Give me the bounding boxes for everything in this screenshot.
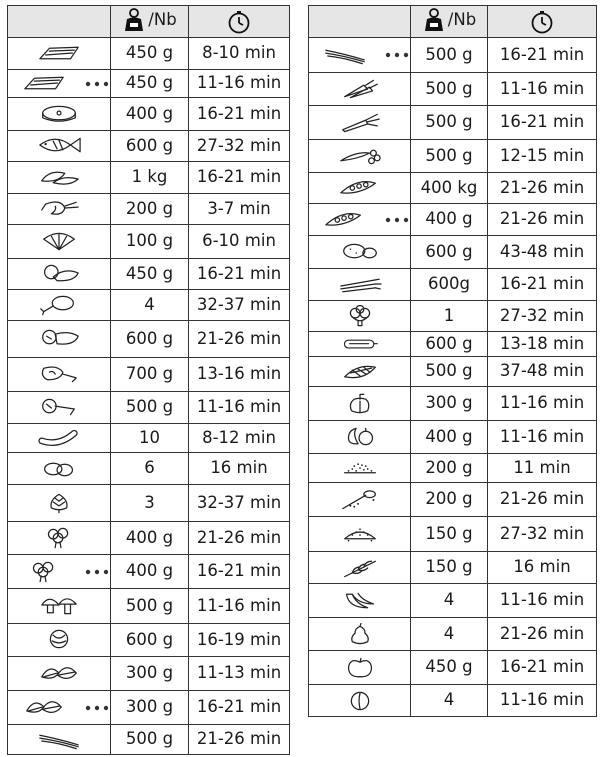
food-icon-cell: [8, 358, 111, 392]
frozen-icon: [84, 563, 110, 580]
table-row: [8, 321, 290, 358]
quantity-cell: 10: [111, 424, 189, 453]
table-row: [8, 290, 290, 321]
food-icon-cell: [309, 517, 411, 552]
rice-icon: [337, 457, 383, 479]
cooking-time-cell: 21-26 min: [189, 321, 290, 358]
food-icon-cell: [8, 225, 111, 259]
quantity-cell: 500 g: [411, 140, 488, 173]
food-icon-cell: [309, 357, 411, 387]
food-icon-cell: [309, 421, 411, 454]
artichoke-icon: [36, 492, 82, 514]
food-icon-cell: [8, 624, 111, 657]
table-row: [309, 584, 597, 618]
table-header-row: [8, 6, 290, 38]
quantity-cell: 100 g: [111, 225, 189, 259]
cooking-time-cell: 16 min: [189, 453, 290, 485]
header-time-cell: [488, 6, 597, 38]
spinach-icon: [36, 663, 82, 685]
table-row: [8, 194, 290, 225]
food-icon-cell: [309, 387, 411, 421]
quantity-cell: 200 g: [411, 454, 488, 483]
food-icon-cell: [8, 485, 111, 522]
quantity-cell: 400 kg: [411, 173, 488, 204]
cooking-time-cell: 32-37 min: [189, 485, 290, 522]
cooking-time-cell: 43-48 min: [488, 236, 597, 269]
table-row: [309, 173, 597, 204]
peas-pod-icon: [337, 177, 383, 199]
table-row: [8, 131, 290, 162]
table-row: [8, 259, 290, 290]
food-icon-cell: [8, 555, 111, 589]
cooking-time-cell: 27-32 min: [488, 301, 597, 332]
green-beans-icon: [322, 44, 368, 66]
table-row: [309, 651, 597, 685]
cooking-time-cell: 16-21 min: [488, 651, 597, 685]
table-row: [309, 332, 597, 357]
food-icon-cell: [8, 194, 111, 225]
cooking-time-cell: 13-16 min: [189, 358, 290, 392]
food-icon-cell: [8, 453, 111, 485]
quantity-cell: 500 g: [111, 392, 189, 424]
quantity-cell: 4: [411, 618, 488, 651]
cooking-time-cell: 11 min: [488, 454, 597, 483]
quantity-cell: 300 g: [411, 387, 488, 421]
cooking-time-cell: 21-26 min: [488, 204, 597, 236]
cooking-table-right: [308, 5, 597, 717]
table-row: [8, 522, 290, 555]
frozen-icon: [384, 211, 410, 228]
cooking-time-cell: 11-16 min: [488, 421, 597, 454]
header-quantity-cell: [411, 6, 488, 38]
quantity-cell: 400 g: [111, 98, 189, 131]
table-row: [309, 140, 597, 173]
cooking-time-cell: 16 min: [488, 552, 597, 584]
quantity-cell: 500 g: [411, 106, 488, 140]
cooking-time-cell: 6-10 min: [189, 225, 290, 259]
food-icon-cell: [309, 236, 411, 269]
quantity-cell: 3: [111, 485, 189, 522]
table-row: [8, 624, 290, 657]
cooking-time-cell: 12-15 min: [488, 140, 597, 173]
food-icon-cell: [309, 584, 411, 618]
leek-icon: [337, 112, 383, 134]
scallop-icon: [36, 231, 82, 253]
shrimp-icon: [36, 198, 82, 220]
frozen-icon: [84, 699, 110, 716]
table-row: [309, 454, 597, 483]
quantity-cell: 300 g: [111, 657, 189, 691]
corn-icon: [337, 361, 383, 383]
quantity-cell: 500 g: [411, 38, 488, 73]
meat-fillet-icon: [36, 328, 82, 350]
food-icon-cell: [309, 301, 411, 332]
header-time-cell: [189, 6, 290, 38]
quantity-cell: 600g: [411, 269, 488, 301]
table-row: [8, 162, 290, 194]
food-icon-cell: [8, 691, 111, 725]
quantity-cell: 300 g: [111, 691, 189, 725]
asparagus-icon: [337, 274, 383, 296]
meat-slice-icon: [36, 397, 82, 419]
apple-icon: [337, 657, 383, 679]
clock-icon: [227, 10, 251, 34]
cooking-time-cell: 37-48 min: [488, 357, 597, 387]
quantity-cell: 200 g: [111, 194, 189, 225]
table-row: [309, 73, 597, 106]
table-row: [309, 517, 597, 552]
beans-pods-icon: [337, 145, 383, 167]
broccoli-icon: [36, 527, 82, 549]
table-row: [8, 392, 290, 424]
quantity-cell: 500 g: [111, 589, 189, 624]
table-row: [309, 483, 597, 517]
food-icon-cell: [309, 332, 411, 357]
food-icon-cell: [8, 259, 111, 290]
onion-icon: [337, 426, 383, 448]
table-row: [309, 269, 597, 301]
header-quantity-cell: [111, 6, 189, 38]
cabbage-icon: [36, 629, 82, 651]
food-icon-cell: [309, 38, 411, 73]
table-row: [8, 555, 290, 589]
grains-spoon-icon: [337, 489, 383, 511]
cooking-time-cell: 16-21 min: [189, 259, 290, 290]
table-row: [309, 38, 597, 73]
cooking-time-cell: 27-32 min: [488, 517, 597, 552]
cooking-time-cell: 21-26 min: [488, 618, 597, 651]
table-row: [309, 357, 597, 387]
cooking-time-cell: 11-16 min: [189, 392, 290, 424]
table-header-row: [309, 6, 597, 38]
cooking-time-cell: 16-21 min: [488, 269, 597, 301]
table-row: [309, 236, 597, 269]
quantity-header-label: /Nb: [148, 9, 177, 29]
quantity-cell: 400 g: [111, 555, 189, 589]
quantity-cell: 150 g: [411, 552, 488, 584]
cooking-time-cell: 11-16 min: [189, 589, 290, 624]
quantity-cell: 500 g: [411, 73, 488, 106]
table-row: [309, 301, 597, 332]
quantity-cell: 400 g: [411, 204, 488, 236]
table-row: [8, 691, 290, 725]
food-icon-cell: [309, 140, 411, 173]
cooking-time-cell: 11-16 min: [488, 387, 597, 421]
quantity-cell: 600 g: [111, 624, 189, 657]
table-row: [8, 424, 290, 453]
food-icon-cell: [8, 589, 111, 624]
food-icon-cell: [8, 131, 111, 162]
whole-fish-icon: [36, 135, 82, 157]
quantity-cell: 600 g: [411, 236, 488, 269]
food-icon-cell: [8, 70, 111, 98]
table-row: [8, 725, 290, 755]
cooking-time-cell: 8-10 min: [189, 38, 290, 70]
cauliflower-icon: [337, 305, 383, 327]
zucchini-icon: [337, 335, 383, 354]
frozen-icon: [84, 75, 110, 92]
food-icon-cell: [8, 98, 111, 131]
quantity-cell: 6: [111, 453, 189, 485]
cooking-time-cell: 27-32 min: [189, 131, 290, 162]
cooking-time-cell: 16-21 min: [488, 106, 597, 140]
cooking-time-cell: 16-21 min: [189, 98, 290, 131]
quantity-cell: 500 g: [411, 357, 488, 387]
person-scale-icon: [122, 8, 146, 32]
cooking-time-cell: 21-26 min: [488, 173, 597, 204]
food-icon-cell: [309, 618, 411, 651]
quantity-cell: 200 g: [411, 483, 488, 517]
table-row: [309, 685, 597, 717]
quantity-cell: 4: [411, 584, 488, 618]
peas-pod-icon: [322, 209, 368, 231]
table-row: [8, 485, 290, 522]
food-icon-cell: [309, 651, 411, 685]
food-icon-cell: [8, 38, 111, 70]
cooking-time-cell: 21-26 min: [488, 483, 597, 517]
table-row: [309, 387, 597, 421]
food-icon-cell: [8, 162, 111, 194]
header-food-cell: [309, 6, 411, 38]
quantity-cell: 600 g: [111, 321, 189, 358]
pear-icon: [337, 623, 383, 645]
food-icon-cell: [8, 392, 111, 424]
food-icon-cell: [8, 657, 111, 691]
food-icon-cell: [309, 483, 411, 517]
quantity-cell: 500 g: [111, 725, 189, 755]
quantity-cell: 450 g: [411, 651, 488, 685]
table-row: [8, 38, 290, 70]
quantity-cell: 1: [411, 301, 488, 332]
cooking-time-cell: 32-37 min: [189, 290, 290, 321]
cooking-time-cell: 11-16 min: [488, 685, 597, 717]
food-icon-cell: [8, 424, 111, 453]
cooking-time-cell: 21-26 min: [189, 725, 290, 755]
food-icon-cell: [8, 725, 111, 755]
food-icon-cell: [309, 552, 411, 584]
mushroom-icon: [36, 595, 82, 617]
quantity-cell: 150 g: [411, 517, 488, 552]
spinach-icon: [21, 697, 67, 719]
cooking-time-cell: 11-16 min: [189, 70, 290, 98]
quantity-cell: 450 g: [111, 38, 189, 70]
food-icon-cell: [8, 290, 111, 321]
header-food-cell: [8, 6, 111, 38]
table-row: [8, 225, 290, 259]
quantity-cell: 700 g: [111, 358, 189, 392]
frozen-icon: [384, 47, 410, 64]
quantity-cell: 1 kg: [111, 162, 189, 194]
green-beans-icon: [36, 729, 82, 751]
person-scale-icon: [422, 8, 446, 32]
sausage-icon: [36, 427, 82, 449]
cooking-time-cell: 11-16 min: [488, 584, 597, 618]
cooking-time-cell: 16-21 min: [189, 162, 290, 194]
cooking-time-cell: 3-7 min: [189, 194, 290, 225]
carrots-icon: [337, 78, 383, 100]
food-icon-cell: [309, 106, 411, 140]
quantity-cell: 4: [411, 685, 488, 717]
wheat-icon: [337, 557, 383, 579]
food-icon-cell: [8, 522, 111, 555]
chicken-leg-icon: [36, 294, 82, 316]
cooking-time-cell: 8-12 min: [189, 424, 290, 453]
quantity-cell: 450 g: [111, 259, 189, 290]
table-row: [309, 618, 597, 651]
potatoes-icon: [337, 241, 383, 263]
table-row: [309, 106, 597, 140]
bananas-icon: [337, 590, 383, 612]
mussels-icon: [36, 167, 82, 189]
cooking-time-cell: 16-21 min: [488, 38, 597, 73]
table-row: [309, 552, 597, 584]
table-row: [8, 358, 290, 392]
table-row: [8, 589, 290, 624]
food-icon-cell: [309, 204, 411, 236]
food-icon-cell: [309, 454, 411, 483]
food-icon-cell: [8, 321, 111, 358]
food-icon-cell: [309, 73, 411, 106]
quantity-cell: 600 g: [111, 131, 189, 162]
cooking-time-cell: 11-13 min: [189, 657, 290, 691]
cooking-time-cell: 16-19 min: [189, 624, 290, 657]
quantity-cell: 4: [111, 290, 189, 321]
table-row: [8, 70, 290, 98]
couscous-icon: [337, 523, 383, 545]
cooking-time-cell: 13-18 min: [488, 332, 597, 357]
food-icon-cell: [309, 269, 411, 301]
quantity-cell: 600 g: [411, 332, 488, 357]
fish-fillet-icon: [36, 43, 82, 65]
quantity-cell: 400 g: [411, 421, 488, 454]
pepper-icon: [337, 393, 383, 415]
food-icon-cell: [309, 685, 411, 717]
fish-steak-icon: [36, 103, 82, 125]
table-row: [8, 657, 290, 691]
clock-icon: [530, 10, 554, 34]
peach-icon: [337, 690, 383, 712]
table-row: [309, 204, 597, 236]
cooking-table-left: [7, 5, 290, 755]
food-icon-cell: [309, 173, 411, 204]
eggs-icon: [36, 458, 82, 480]
quantity-cell: 450 g: [111, 70, 189, 98]
cooking-time-cell: 11-16 min: [488, 73, 597, 106]
table-row: [8, 453, 290, 485]
broccoli-icon: [21, 561, 67, 583]
fish-fillet-icon: [21, 73, 67, 95]
meat-cut-icon: [36, 364, 82, 386]
quantity-header-label: /Nb: [447, 9, 477, 29]
cooking-time-cell: 21-26 min: [189, 522, 290, 555]
quantity-cell: 400 g: [111, 522, 189, 555]
table-row: [309, 421, 597, 454]
cooking-time-cell: 16-21 min: [189, 691, 290, 725]
cooking-time-cell: 16-21 min: [189, 555, 290, 589]
table-row: [8, 98, 290, 131]
chicken-breast-icon: [36, 263, 82, 285]
